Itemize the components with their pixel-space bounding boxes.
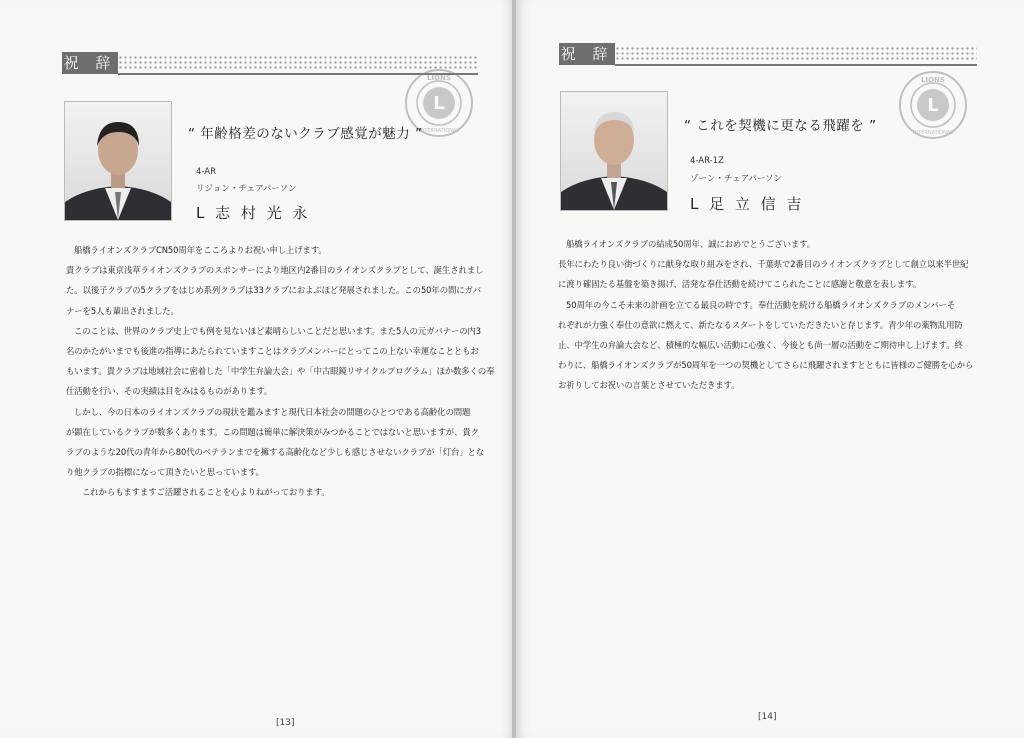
header-tag: 祝 辞: [63, 54, 117, 72]
body-text-left: [66, 240, 494, 503]
paragraph-line: しかし、今の日本のライオンズクラブの現状を鑑みますと現代日本社会の問題のひとつである高齢化の問題: [74, 406, 471, 417]
paragraph-line: ナーを5人も輩出されました。: [66, 305, 179, 316]
district-code-left: 4-AR: [196, 167, 217, 177]
paragraph-line: 止、中学生の弁論大会など、積極的な幅広い活動に心強く、今後とも尚一層の活動をご期待申し上げます。終: [558, 340, 963, 351]
portrait-photo-right: [560, 91, 668, 211]
emblem-top-text: LIONS: [427, 74, 451, 82]
role-right: ゾーン・チェアパーソン: [690, 174, 783, 184]
portrait-photo-left: [64, 101, 172, 221]
paragraph-line: 船橋ライオンズクラブCN50周年をこころよりお祝い申し上げます。: [74, 245, 327, 255]
portrait-silhouette: [65, 102, 171, 220]
right-section-header: [559, 43, 977, 65]
page-number-value: 13: [279, 718, 291, 728]
paragraph-line: り他クラブの指標になって頂きたいと思っています。: [66, 467, 264, 478]
paragraph-line: このことは、世界のクラブ史上でも例を見ないほど素晴らしいことだと思います。また5人の元ガバナーの内3: [74, 325, 481, 336]
quote-title-left: “ 年齢格差のないクラブ感覚が魅力 ”: [188, 126, 423, 142]
paragraph-line: これからもますますご活躍されることを心よりねがっております。: [82, 487, 330, 498]
page-number-value: 14: [761, 712, 773, 722]
paragraph-line: 仕活動を行い、その実績は目をみはるものがあります。: [66, 386, 273, 397]
emblem-top-text: LIONS: [921, 76, 945, 84]
name-left: L 志 村 光 永: [196, 204, 311, 222]
body-text-right: [558, 234, 973, 396]
paragraph-line: もいます。貴クラブは地域社会に密着した「中学生弁論大会」や「中古眼鏡リサイクルプログラム」ほか数多くの奉: [66, 366, 495, 377]
role-left: リジョン・チェアパーソン: [196, 184, 297, 194]
paragraph-line: れぞれが力強く奉仕の意欲に燃えて、新たなるスタートをしていただきたいと存じます。青少年の薬物乱用防: [558, 319, 963, 330]
dotted-band: [615, 46, 977, 60]
header-rule: [615, 64, 977, 66]
paragraph-line: 名のかたがいまでも後進の指導にあたられていますことはクラブメンバーにとってこの上ない幸運なことともお: [66, 346, 479, 357]
emblem-letter: L: [433, 93, 445, 114]
page-number-right: [14]: [758, 712, 777, 722]
paragraph-line: が顕在しているクラブが数多くあります。この問題は簡単に解決策がみつかることではないと思いますが、貴ク: [66, 426, 479, 437]
paragraph-line: 船橋ライオンズクラブの結成50周年、誠におめでとうございます。: [566, 239, 816, 249]
paragraph-line: に渡り確固たる基盤を築き揚げ、活発な奉仕活動を続けてこられたことに感謝と敬意を表します。: [558, 279, 922, 290]
paragraph-line: ラブのような20代の青年から80代のベテランまでを擁する高齢化など少しも感じさせないクラブが「灯台」とな: [66, 447, 485, 458]
right-page: [516, 0, 1024, 738]
emblem-letter: L: [927, 95, 939, 116]
name-right: L 足 立 信 吉: [690, 195, 805, 213]
header-tag: 祝 辞: [560, 45, 614, 63]
lions-emblem-right: [898, 70, 968, 140]
paragraph-line: 貴クラブは東京浅草ライオンズクラブのスポンサーにより地区内2番目のライオンズクラブとして、誕生されまし: [66, 265, 484, 276]
emblem-bottom-text: INTERNATIONAL: [418, 128, 460, 134]
portrait-silhouette: [561, 92, 667, 210]
district-code-right: 4-AR-1Z: [690, 156, 724, 166]
paragraph-line: わりに、船橋ライオンズクラブが50周年を一つの契機としてさらに飛躍されますとともに皆様のご健勝を心から: [558, 360, 974, 371]
quote-title-right: “ これを契機に更なる飛躍を ”: [684, 118, 877, 134]
paragraph-line: 50周年の今こそ未来の計画を立てる最良の時です。奉仕活動を続ける船橋ライオンズクラブのメンバーそ: [566, 299, 956, 310]
paragraph-line: 長年にわたり良い街づくりに献身な取り組みをされ、千葉県で2番目のライオンズクラブとして創立以来半世紀: [558, 259, 969, 270]
dotted-band: [118, 55, 478, 69]
paragraph-line: お祈りしてお祝いの言葉とさせていただきます。: [558, 380, 740, 391]
emblem-bottom-text: INTERNATIONAL: [912, 130, 954, 136]
page-number-left: [13]: [276, 718, 295, 728]
paragraph-line: た。以後子クラブの5クラブをはじめ系列クラブは33クラブにおよぶほど発展されました。この50年の間にガバ: [66, 285, 482, 296]
